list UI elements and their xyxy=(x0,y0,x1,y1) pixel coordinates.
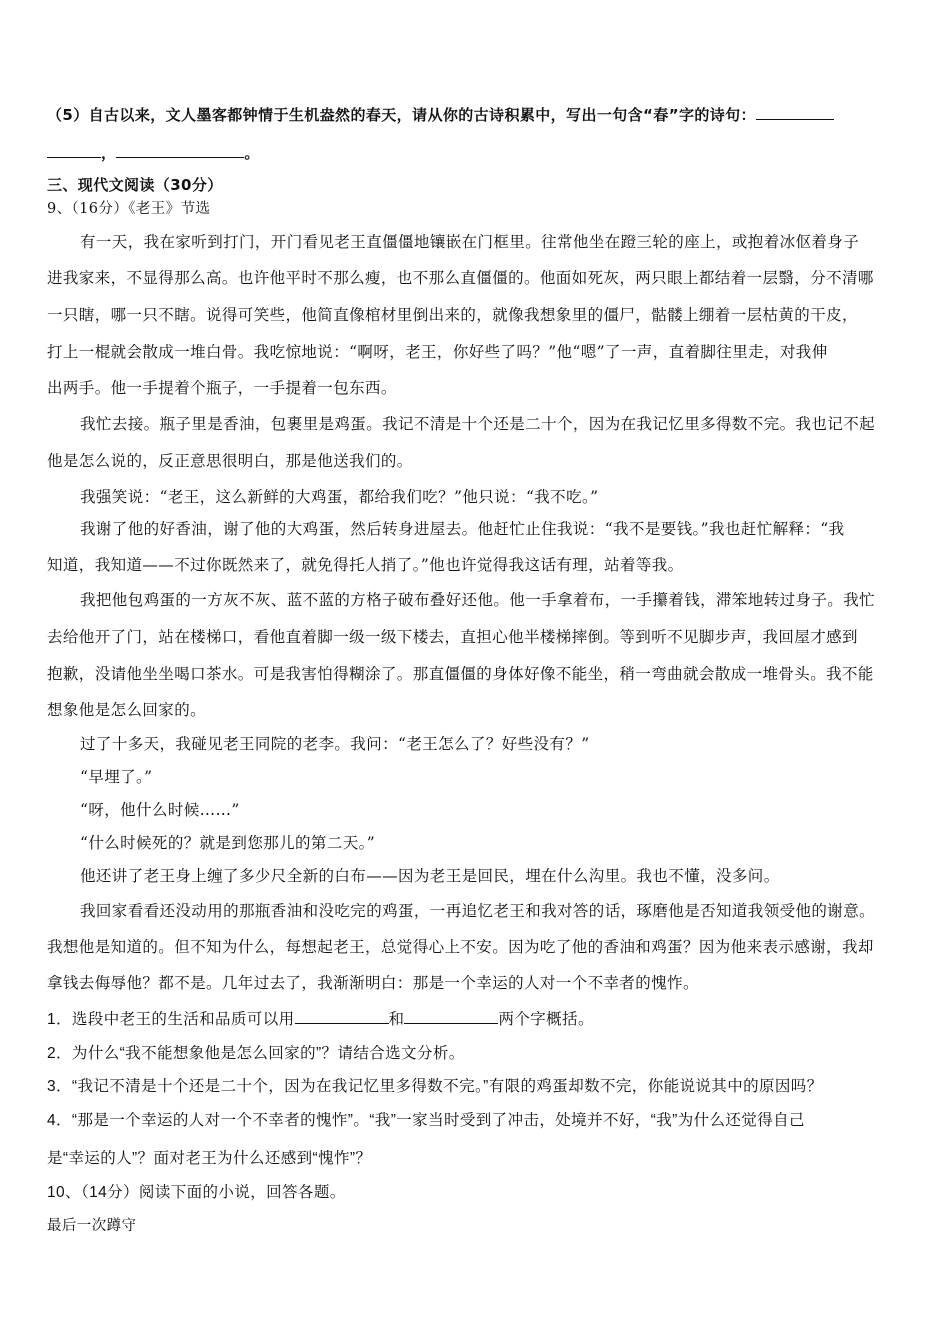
passage-line: 拿钱去侮辱他？都不是。几年过去了，我渐渐明白：那是一个幸运的人对一个不幸者的愧怍。 xyxy=(47,974,699,992)
passage-line: 有一天，我在家听到打门，开门看见老王直僵僵地镶嵌在门框里。往常他坐在蹬三轮的座上，或抱着冰伛着身子 xyxy=(80,233,860,251)
passage-line: 我回家看看还没动用的那瓶香油和没吃完的鸡蛋，一再追忆老王和我对答的话，琢磨他是否知道我领受他的谢意。 xyxy=(80,902,876,920)
passage-line: 我忙去接。瓶子里是香油，包裹里是鸡蛋。我记不清是十个还是二十个，因为在我记忆里多得数不完。我也记不起 xyxy=(80,415,876,433)
question-2: 2．为什么“我不能想象他是怎么回家的”？请结合选文分析。 xyxy=(47,1045,465,1062)
question-1 xyxy=(47,1008,594,1030)
passage-line: 我把他包鸡蛋的一方灰不灰、蓝不蓝的方格子破布叠好还他。他一手拿着布，一手攥着钱，滞笨地转过身子。我忙 xyxy=(80,591,876,609)
passage-line: 抱歉，没请他坐坐喝口茶水。可是我害怕得糊涂了。那直僵僵的身体好像不能坐，稍一弯曲就会散成一堆骨头。我不能 xyxy=(47,665,874,683)
question-3: 3．“我记不清是十个还是二十个，因为在我记忆里多得数不完。”有限的鸡蛋却数不完，你能说说其中的原因吗？ xyxy=(47,1078,823,1095)
q9-header: 9、（16分）《老王》节选 xyxy=(47,201,211,217)
separator: ， xyxy=(101,144,117,162)
passage-line: 打上一棍就会散成一堆白骨。我吃惊地说：“啊呀，老王，你好些了吗？”他“嗯”了一声，直着脚往里走，对我伸 xyxy=(47,343,828,361)
q1-text: 1．选段中老王的生活和品质可以用 xyxy=(47,1011,295,1028)
passage-line: 去给他开了门，站在楼梯口，看他直着脚一级一级下楼去，直担心他半楼梯摔倒。等到听不见脚步声，我回屋才感到 xyxy=(47,628,858,646)
passage-line: 一只瞎，哪一只不瞎。说得可笑些，他简直像棺材里倒出来的，就像我想象里的僵尸，骷髅上绷着一层枯黄的干皮， xyxy=(47,306,858,324)
question-4-line2: 是“幸运的人”？面对老王为什么还感到“愧怍”？ xyxy=(47,1150,372,1167)
passage-line: “呀，他什么时候……” xyxy=(80,801,240,819)
passage-line: 我想他是知道的。但不知为什么，每想起老王，总觉得心上不安。因为吃了他的香油和鸡蛋？因为他来表示感谢，我却 xyxy=(47,938,874,956)
passage-line: 出两手。他一手提着个瓶子，一手提着一包东西。 xyxy=(47,379,397,397)
passage-line: 知道，我知道——不过你既然来了，就免得托人捎了。”他也许觉得我这话有理，站着等我。 xyxy=(47,556,684,574)
passage-line: 他还讲了老王身上缠了多少尺全新的白布——因为老王是回民，埋在什么沟里。我也不懂，没多问。 xyxy=(80,867,780,885)
answer-blank[interactable] xyxy=(116,142,244,158)
passage-line: 他是怎么说的，反正意思很明白，那是他送我们的。 xyxy=(47,452,413,470)
passage-line: 想象他是怎么回家的。 xyxy=(47,701,207,719)
question-4-line1: 4．“那是一个幸运的人对一个不幸者的愧怍”。“我”一家当时受到了冲击，处境并不好，“我”为什么还觉得自己 xyxy=(47,1112,805,1129)
passage-line: 我谢了他的好香油，谢了他的大鸡蛋，然后转身进屋去。他赶忙止住我说：“我不是要钱。”我也赶忙解释：“我 xyxy=(80,520,845,538)
answer-blank[interactable] xyxy=(47,142,101,158)
passage-line: 过了十多天，我碰见老王同院的老李。我问：“老王怎么了？好些没有？” xyxy=(80,735,590,753)
passage-line: 进我家来，不显得那么高。也许他平时不那么瘦，也不那么直僵僵的。他面如死灰，两只眼上都结着一层翳，分不清哪 xyxy=(47,269,874,287)
q1-text: 两个字概括。 xyxy=(498,1011,594,1028)
passage-line: 我强笑说：“老王，这么新鲜的大鸡蛋，都给我们吃？”他只说：“我不吃。” xyxy=(80,488,599,506)
q5-prompt: （5）自古以来，文人墨客都钟情于生机盎然的春天，请从你的古诗积累中，写出一句含“春”字的诗句： xyxy=(47,106,756,124)
section-title: 三、现代文阅读（30分） xyxy=(47,176,223,194)
q1-text: 和 xyxy=(388,1011,405,1028)
q10-header: 10、（14分）阅读下面的小说，回答各题。 xyxy=(47,1184,346,1201)
q5-line1 xyxy=(47,104,834,125)
answer-blank[interactable] xyxy=(756,104,834,120)
answer-blank[interactable] xyxy=(404,1008,498,1024)
period: 。 xyxy=(244,144,260,162)
answer-blank[interactable] xyxy=(295,1008,389,1024)
passage-line: “早埋了。” xyxy=(80,768,153,786)
story-title: 最后一次蹲守 xyxy=(47,1218,137,1234)
passage-line: “什么时候死的？就是到您那儿的第二天。” xyxy=(80,834,376,852)
q5-line2 xyxy=(47,142,260,163)
